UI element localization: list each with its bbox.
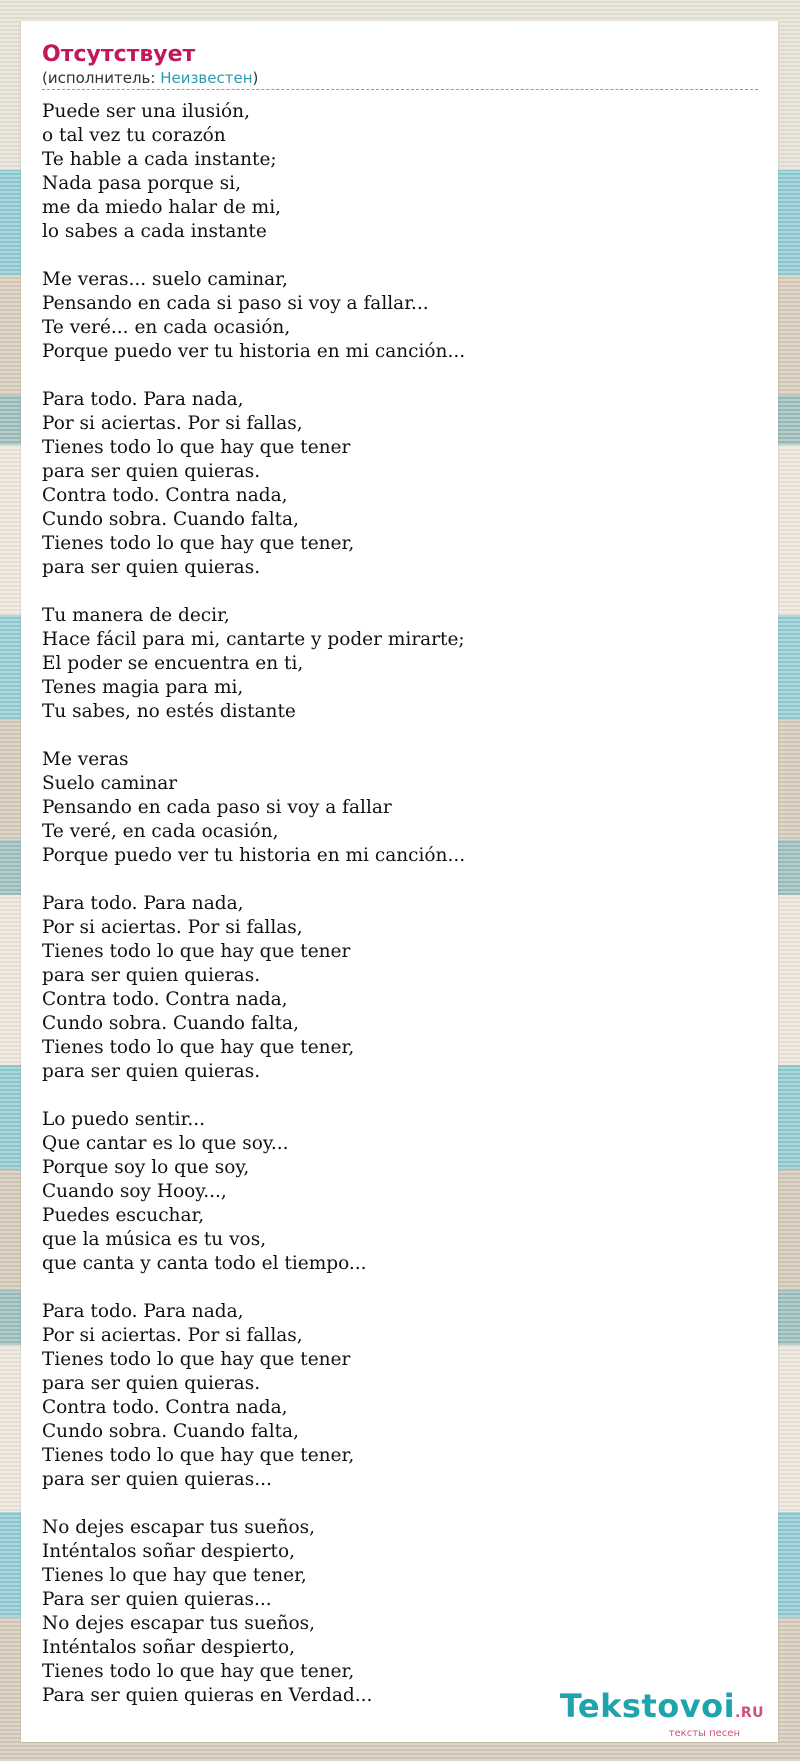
lyric-line: que canta y canta todo el tiempo... bbox=[42, 1253, 367, 1274]
lyric-line: El poder se encuentra en ti, bbox=[42, 653, 304, 674]
lyric-line: para ser quien quieras. bbox=[42, 965, 261, 986]
lyrics-text bbox=[42, 100, 758, 1708]
artist-line bbox=[42, 69, 758, 87]
lyric-line: para ser quien quieras. bbox=[42, 461, 261, 482]
stanza-gap bbox=[42, 868, 758, 892]
lyric-line: para ser quien quieras. bbox=[42, 1373, 261, 1394]
lyric-line: Me veras bbox=[42, 749, 129, 770]
lyric-line: Para ser quien quieras... bbox=[42, 1589, 272, 1610]
song-title: Отсутствует bbox=[42, 42, 196, 67]
lyric-line: Tienes lo que hay que tener, bbox=[42, 1565, 307, 1586]
lyric-line: Me veras... suelo caminar, bbox=[42, 269, 288, 290]
site-logo[interactable] bbox=[560, 1689, 764, 1739]
lyric-line: Por si aciertas. Por si fallas, bbox=[42, 917, 303, 938]
stanza-gap bbox=[42, 580, 758, 604]
lyric-line: Tienes todo lo que hay que tener, bbox=[42, 533, 355, 554]
lyric-line: Tienes todo lo que hay que tener bbox=[42, 437, 351, 458]
stanza-gap bbox=[42, 1276, 758, 1300]
lyric-line: Tu sabes, no estés distante bbox=[42, 701, 296, 722]
lyric-line: para ser quien quieras. bbox=[42, 1061, 261, 1082]
lyric-line: Cuando soy Hooy..., bbox=[42, 1181, 227, 1202]
stanza-gap bbox=[42, 364, 758, 388]
lyric-line: Porque soy lo que soy, bbox=[42, 1157, 250, 1178]
lyric-line: Tu manera de decir, bbox=[42, 605, 230, 626]
lyric-line: Para todo. Para nada, bbox=[42, 1301, 244, 1322]
lyric-line: Porque puedo ver tu historia en mi canción... bbox=[42, 341, 466, 362]
artist-prefix: (исполнитель: bbox=[42, 69, 161, 87]
lyric-line: Lo puedo sentir... bbox=[42, 1109, 206, 1130]
lyric-line: Que cantar es lo que soy... bbox=[42, 1133, 289, 1154]
lyric-line: Por si aciertas. Por si fallas, bbox=[42, 413, 303, 434]
lyric-line: para ser quien quieras... bbox=[42, 1469, 272, 1490]
lyrics-card bbox=[21, 21, 778, 1742]
lyric-line: Contra todo. Contra nada, bbox=[42, 989, 288, 1010]
lyric-line: Hace fácil para mi, cantarte y poder mirarte; bbox=[42, 629, 465, 650]
lyric-line: Tienes todo lo que hay que tener bbox=[42, 1349, 351, 1370]
lyric-line: Tienes todo lo que hay que tener, bbox=[42, 1661, 355, 1682]
lyric-line: Tenes magia para mi, bbox=[42, 677, 244, 698]
lyric-line: Te veré... en cada ocasión, bbox=[42, 317, 291, 338]
lyric-line: Suelo caminar bbox=[42, 773, 178, 794]
stanza-gap bbox=[42, 1084, 758, 1108]
artist-suffix: ) bbox=[252, 69, 259, 87]
logo-main-text: Tekstovoi bbox=[559, 1687, 736, 1725]
lyric-line: Contra todo. Contra nada, bbox=[42, 485, 288, 506]
lyric-line: o tal vez tu corazón bbox=[42, 125, 226, 146]
lyric-line: lo sabes a cada instante bbox=[42, 221, 267, 242]
lyric-line: me da miedo halar de mi, bbox=[42, 197, 282, 218]
lyric-line: Pensando en cada si paso si voy a fallar... bbox=[42, 293, 429, 314]
logo-tagline: тексты песен bbox=[668, 1728, 740, 1739]
lyric-line: No dejes escapar tus sueños, bbox=[42, 1517, 315, 1538]
lyric-line: Para todo. Para nada, bbox=[42, 389, 244, 410]
lyric-line: Puedes escuchar, bbox=[42, 1205, 205, 1226]
lyric-line: para ser quien quieras. bbox=[42, 557, 261, 578]
lyric-line: Inténtalos soñar despierto, bbox=[42, 1541, 296, 1562]
lyric-line: Nada pasa porque si, bbox=[42, 173, 241, 194]
artist-link[interactable]: Неизвестен bbox=[160, 69, 253, 87]
stanza-gap bbox=[42, 244, 758, 268]
lyric-line: Contra todo. Contra nada, bbox=[42, 1397, 288, 1418]
lyric-line: Tienes todo lo que hay que tener, bbox=[42, 1037, 355, 1058]
lyric-line: Para todo. Para nada, bbox=[42, 893, 244, 914]
lyric-line: Cundo sobra. Cuando falta, bbox=[42, 1421, 299, 1442]
lyric-line: Pensando en cada paso si voy a fallar bbox=[42, 797, 392, 818]
lyric-line: No dejes escapar tus sueños, bbox=[42, 1613, 315, 1634]
lyric-line: Puede ser una ilusión, bbox=[42, 101, 250, 122]
title-divider bbox=[42, 89, 758, 90]
lyric-line: Te veré, en cada ocasión, bbox=[42, 821, 279, 842]
stanza-gap bbox=[42, 1492, 758, 1516]
lyric-line: Te hable a cada instante; bbox=[42, 149, 277, 170]
lyric-line: Inténtalos soñar despierto, bbox=[42, 1637, 296, 1658]
lyric-line: Cundo sobra. Cuando falta, bbox=[42, 509, 299, 530]
logo-domain-suffix: .RU bbox=[735, 1705, 764, 1721]
lyric-line: Tienes todo lo que hay que tener bbox=[42, 941, 351, 962]
lyric-line: que la música es tu vos, bbox=[42, 1229, 267, 1250]
lyric-line: Porque puedo ver tu historia en mi canción... bbox=[42, 845, 466, 866]
stanza-gap bbox=[42, 724, 758, 748]
lyric-line: Por si aciertas. Por si fallas, bbox=[42, 1325, 303, 1346]
lyric-line: Cundo sobra. Cuando falta, bbox=[42, 1013, 299, 1034]
lyric-line: Tienes todo lo que hay que tener, bbox=[42, 1445, 355, 1466]
lyric-line: Para ser quien quieras en Verdad... bbox=[42, 1685, 373, 1706]
logo-wordmark bbox=[560, 1689, 764, 1730]
